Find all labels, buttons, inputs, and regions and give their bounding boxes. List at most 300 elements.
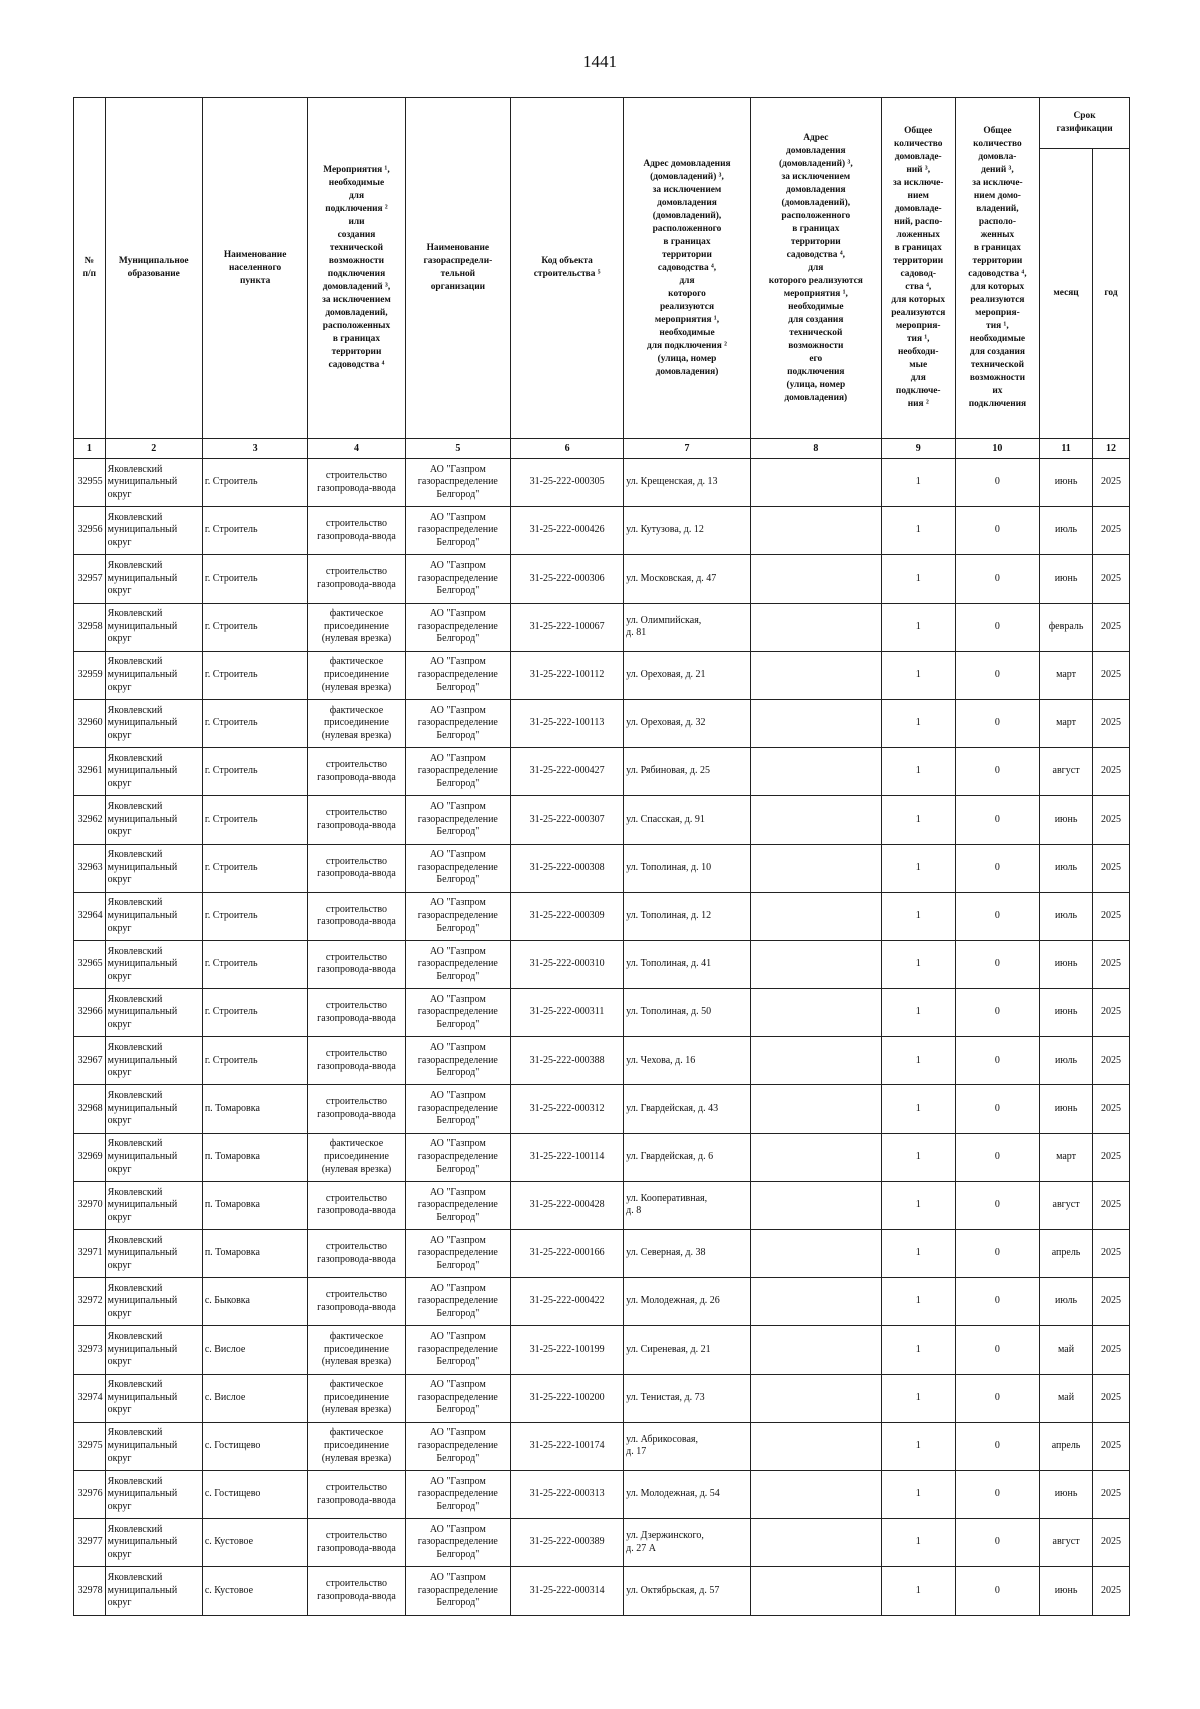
cell-year: 2025 (1092, 603, 1129, 651)
cell-organization: АО "Газпром газораспределение Белгород" (405, 940, 511, 988)
cell-month: июнь (1040, 1470, 1093, 1518)
cell-record-number: 32961 (74, 748, 106, 796)
cell-settlement: г. Строитель (202, 844, 308, 892)
cell-object-code: 31-25-222-000427 (511, 748, 624, 796)
cell-object-code: 31-25-222-100174 (511, 1422, 624, 1470)
cell-measure: фактическое присоединение (нулевая врезка) (308, 1374, 405, 1422)
cell-measure: строительство газопровода-ввода (308, 1037, 405, 1085)
cell-count-capability: 0 (955, 844, 1039, 892)
cell-object-code: 31-25-222-000312 (511, 1085, 624, 1133)
header-number: № п/п (74, 98, 106, 439)
cell-year: 2025 (1092, 507, 1129, 555)
cell-month: февраль (1040, 603, 1093, 651)
cell-count-capability: 0 (955, 1374, 1039, 1422)
cell-address-capability (750, 1085, 881, 1133)
cell-measure: фактическое присоединение (нулевая врезка) (308, 699, 405, 747)
column-number: 7 (624, 439, 751, 459)
cell-year: 2025 (1092, 651, 1129, 699)
cell-organization: АО "Газпром газораспределение Белгород" (405, 603, 511, 651)
cell-object-code: 31-25-222-100112 (511, 651, 624, 699)
cell-address-capability (750, 748, 881, 796)
cell-record-number: 32971 (74, 1230, 106, 1278)
table-row (74, 507, 1130, 555)
cell-organization: АО "Газпром газораспределение Белгород" (405, 1133, 511, 1181)
cell-month: июль (1040, 1037, 1093, 1085)
cell-count-capability: 0 (955, 1519, 1039, 1567)
cell-month: июль (1040, 892, 1093, 940)
cell-record-number: 32976 (74, 1470, 106, 1518)
cell-count-connection: 1 (881, 1519, 955, 1567)
cell-month: август (1040, 1519, 1093, 1567)
cell-address-capability (750, 507, 881, 555)
cell-settlement: с. Вислое (202, 1326, 308, 1374)
cell-settlement: с. Гостищево (202, 1422, 308, 1470)
cell-organization: АО "Газпром газораспределение Белгород" (405, 1422, 511, 1470)
cell-organization: АО "Газпром газораспределение Белгород" (405, 989, 511, 1037)
cell-count-connection: 1 (881, 844, 955, 892)
header-count-connection: Общее количество домовладе- ний ³, за исключе- нием домовладе- ний, распо- ложенных в границах территории садовод- ства ⁴, для которых реализуются мероприя- тия ¹, необходи- мые для подключе- ния ² (881, 98, 955, 439)
column-number: 3 (202, 439, 308, 459)
cell-municipality: Яковлевский муниципальный округ (105, 1567, 202, 1615)
cell-count-capability: 0 (955, 892, 1039, 940)
cell-record-number: 32978 (74, 1567, 106, 1615)
cell-count-capability: 0 (955, 507, 1039, 555)
cell-address-connection: ул. Ореховая, д. 21 (624, 651, 751, 699)
cell-count-capability: 0 (955, 699, 1039, 747)
cell-organization: АО "Газпром газораспределение Белгород" (405, 844, 511, 892)
cell-year: 2025 (1092, 1085, 1129, 1133)
cell-municipality: Яковлевский муниципальный округ (105, 507, 202, 555)
cell-municipality: Яковлевский муниципальный округ (105, 555, 202, 603)
cell-settlement: п. Томаровка (202, 1230, 308, 1278)
column-number: 5 (405, 439, 511, 459)
cell-measure: фактическое присоединение (нулевая врезка) (308, 603, 405, 651)
cell-count-connection: 1 (881, 796, 955, 844)
header-organization: Наименование газораспредели- тельной организации (405, 98, 511, 439)
table-row (74, 844, 1130, 892)
cell-record-number: 32966 (74, 989, 106, 1037)
header-count-capability: Общее количество домовла- дений ³, за исключе- нием домо- владений, располо- женных в границах территории садоводства ⁴, для которых реализуются мероприя- тия ¹, необходимые для создания технической возможности их подключения (955, 98, 1039, 439)
cell-measure: строительство газопровода-ввода (308, 1181, 405, 1229)
cell-count-capability: 0 (955, 651, 1039, 699)
cell-address-connection: ул. Молодежная, д. 54 (624, 1470, 751, 1518)
cell-count-capability: 0 (955, 1085, 1039, 1133)
header-settlement: Наименование населенного пункта (202, 98, 308, 439)
cell-address-connection: ул. Чехова, д. 16 (624, 1037, 751, 1085)
table-row (74, 892, 1130, 940)
cell-address-connection: ул. Тенистая, д. 73 (624, 1374, 751, 1422)
cell-settlement: с. Кустовое (202, 1567, 308, 1615)
column-number: 10 (955, 439, 1039, 459)
cell-organization: АО "Газпром газораспределение Белгород" (405, 1326, 511, 1374)
cell-count-connection: 1 (881, 699, 955, 747)
cell-address-connection: ул. Рябиновая, д. 25 (624, 748, 751, 796)
cell-address-capability (750, 1326, 881, 1374)
cell-measure: фактическое присоединение (нулевая врезка) (308, 1133, 405, 1181)
cell-count-capability: 0 (955, 940, 1039, 988)
cell-municipality: Яковлевский муниципальный округ (105, 1470, 202, 1518)
table-row (74, 651, 1130, 699)
table-row (74, 748, 1130, 796)
cell-year: 2025 (1092, 1278, 1129, 1326)
cell-month: июнь (1040, 1085, 1093, 1133)
cell-record-number: 32968 (74, 1085, 106, 1133)
cell-address-connection: ул. Кооперативная, д. 8 (624, 1181, 751, 1229)
cell-object-code: 31-25-222-100113 (511, 699, 624, 747)
table-row (74, 459, 1130, 507)
cell-settlement: г. Строитель (202, 989, 308, 1037)
cell-settlement: г. Строитель (202, 459, 308, 507)
cell-address-capability (750, 555, 881, 603)
cell-count-capability: 0 (955, 1326, 1039, 1374)
table-row (74, 699, 1130, 747)
cell-address-capability (750, 940, 881, 988)
cell-month: июнь (1040, 989, 1093, 1037)
header-object-code: Код объекта строительства ⁵ (511, 98, 624, 439)
cell-count-connection: 1 (881, 1181, 955, 1229)
cell-count-connection: 1 (881, 1374, 955, 1422)
cell-object-code: 31-25-222-000426 (511, 507, 624, 555)
cell-organization: АО "Газпром газораспределение Белгород" (405, 1519, 511, 1567)
cell-object-code: 31-25-222-000388 (511, 1037, 624, 1085)
cell-count-connection: 1 (881, 555, 955, 603)
column-number: 2 (105, 439, 202, 459)
cell-count-capability: 0 (955, 1181, 1039, 1229)
cell-month: март (1040, 651, 1093, 699)
cell-record-number: 32974 (74, 1374, 106, 1422)
cell-count-connection: 1 (881, 1133, 955, 1181)
cell-address-capability (750, 989, 881, 1037)
cell-record-number: 32967 (74, 1037, 106, 1085)
cell-measure: фактическое присоединение (нулевая врезка) (308, 1422, 405, 1470)
cell-month: июль (1040, 1278, 1093, 1326)
cell-organization: АО "Газпром газораспределение Белгород" (405, 748, 511, 796)
header-month: месяц (1040, 149, 1093, 439)
cell-month: июнь (1040, 940, 1093, 988)
cell-settlement: с. Быковка (202, 1278, 308, 1326)
table-header (74, 98, 1130, 459)
cell-organization: АО "Газпром газораспределение Белгород" (405, 1037, 511, 1085)
cell-address-capability (750, 1133, 881, 1181)
table-row (74, 1567, 1130, 1615)
cell-year: 2025 (1092, 1470, 1129, 1518)
cell-settlement: г. Строитель (202, 796, 308, 844)
cell-municipality: Яковлевский муниципальный округ (105, 1374, 202, 1422)
cell-settlement: г. Строитель (202, 603, 308, 651)
cell-municipality: Яковлевский муниципальный округ (105, 459, 202, 507)
cell-address-capability (750, 1037, 881, 1085)
cell-address-capability (750, 1374, 881, 1422)
cell-count-capability: 0 (955, 989, 1039, 1037)
column-number: 9 (881, 439, 955, 459)
header-address-connection: Адрес домовладения (домовладений) ³, за исключением домовладения (домовладений), расположенного в границах территории садоводства ⁴, для которого реализуются мероприятия ¹, необходимые для подключения ² (улица, номер домовладения) (624, 98, 751, 439)
cell-month: июнь (1040, 459, 1093, 507)
cell-address-capability (750, 699, 881, 747)
cell-settlement: г. Строитель (202, 940, 308, 988)
cell-record-number: 32957 (74, 555, 106, 603)
cell-measure: строительство газопровода-ввода (308, 1519, 405, 1567)
cell-measure: строительство газопровода-ввода (308, 892, 405, 940)
cell-year: 2025 (1092, 699, 1129, 747)
table-row (74, 796, 1130, 844)
cell-object-code: 31-25-222-000311 (511, 989, 624, 1037)
cell-address-connection: ул. Дзержинского, д. 27 А (624, 1519, 751, 1567)
cell-address-connection: ул. Ореховая, д. 32 (624, 699, 751, 747)
cell-measure: строительство газопровода-ввода (308, 796, 405, 844)
table-row (74, 603, 1130, 651)
table-row (74, 1422, 1130, 1470)
cell-count-connection: 1 (881, 459, 955, 507)
cell-municipality: Яковлевский муниципальный округ (105, 1519, 202, 1567)
cell-record-number: 32955 (74, 459, 106, 507)
column-number: 8 (750, 439, 881, 459)
cell-organization: АО "Газпром газораспределение Белгород" (405, 1278, 511, 1326)
cell-count-connection: 1 (881, 1326, 955, 1374)
cell-year: 2025 (1092, 1567, 1129, 1615)
cell-year: 2025 (1092, 1422, 1129, 1470)
cell-address-capability (750, 1470, 881, 1518)
cell-address-connection: ул. Тополиная, д. 10 (624, 844, 751, 892)
cell-measure: строительство газопровода-ввода (308, 459, 405, 507)
table-row (74, 989, 1130, 1037)
cell-count-connection: 1 (881, 603, 955, 651)
cell-year: 2025 (1092, 1133, 1129, 1181)
cell-municipality: Яковлевский муниципальный округ (105, 699, 202, 747)
cell-municipality: Яковлевский муниципальный округ (105, 1181, 202, 1229)
cell-object-code: 31-25-222-000428 (511, 1181, 624, 1229)
cell-address-connection: ул. Тополиная, д. 50 (624, 989, 751, 1037)
cell-address-capability (750, 1278, 881, 1326)
cell-municipality: Яковлевский муниципальный округ (105, 1230, 202, 1278)
cell-settlement: с. Кустовое (202, 1519, 308, 1567)
cell-object-code: 31-25-222-000305 (511, 459, 624, 507)
cell-object-code: 31-25-222-000310 (511, 940, 624, 988)
cell-count-connection: 1 (881, 1230, 955, 1278)
cell-record-number: 32972 (74, 1278, 106, 1326)
cell-address-capability (750, 1519, 881, 1567)
cell-record-number: 32969 (74, 1133, 106, 1181)
cell-object-code: 31-25-222-000422 (511, 1278, 624, 1326)
gasification-table (73, 97, 1130, 1616)
column-number: 12 (1092, 439, 1129, 459)
cell-object-code: 31-25-222-000314 (511, 1567, 624, 1615)
table-row (74, 1278, 1130, 1326)
cell-measure: строительство газопровода-ввода (308, 989, 405, 1037)
cell-record-number: 32975 (74, 1422, 106, 1470)
cell-municipality: Яковлевский муниципальный округ (105, 1326, 202, 1374)
cell-organization: АО "Газпром газораспределение Белгород" (405, 1567, 511, 1615)
cell-year: 2025 (1092, 892, 1129, 940)
cell-count-connection: 1 (881, 507, 955, 555)
cell-municipality: Яковлевский муниципальный округ (105, 603, 202, 651)
cell-organization: АО "Газпром газораспределение Белгород" (405, 1374, 511, 1422)
cell-municipality: Яковлевский муниципальный округ (105, 1422, 202, 1470)
cell-object-code: 31-25-222-000306 (511, 555, 624, 603)
cell-year: 2025 (1092, 555, 1129, 603)
cell-organization: АО "Газпром газораспределение Белгород" (405, 892, 511, 940)
cell-settlement: г. Строитель (202, 1037, 308, 1085)
cell-address-capability (750, 1422, 881, 1470)
cell-address-connection: ул. Тополиная, д. 41 (624, 940, 751, 988)
cell-count-connection: 1 (881, 1567, 955, 1615)
cell-month: апрель (1040, 1230, 1093, 1278)
cell-organization: АО "Газпром газораспределение Белгород" (405, 699, 511, 747)
cell-month: август (1040, 748, 1093, 796)
cell-settlement: п. Томаровка (202, 1181, 308, 1229)
cell-count-connection: 1 (881, 1470, 955, 1518)
cell-settlement: г. Строитель (202, 507, 308, 555)
table-row (74, 1181, 1130, 1229)
table-row (74, 555, 1130, 603)
cell-organization: АО "Газпром газораспределение Белгород" (405, 507, 511, 555)
cell-measure: строительство газопровода-ввода (308, 555, 405, 603)
cell-municipality: Яковлевский муниципальный округ (105, 796, 202, 844)
cell-count-connection: 1 (881, 1278, 955, 1326)
cell-count-capability: 0 (955, 1470, 1039, 1518)
cell-organization: АО "Газпром газораспределение Белгород" (405, 1085, 511, 1133)
column-number: 4 (308, 439, 405, 459)
cell-count-connection: 1 (881, 892, 955, 940)
cell-count-connection: 1 (881, 989, 955, 1037)
cell-measure: строительство газопровода-ввода (308, 507, 405, 555)
cell-address-connection: ул. Молодежная, д. 26 (624, 1278, 751, 1326)
cell-year: 2025 (1092, 1519, 1129, 1567)
cell-month: июнь (1040, 796, 1093, 844)
cell-address-connection: ул. Гвардейская, д. 43 (624, 1085, 751, 1133)
cell-object-code: 31-25-222-100067 (511, 603, 624, 651)
cell-year: 2025 (1092, 1037, 1129, 1085)
cell-month: июль (1040, 844, 1093, 892)
cell-count-connection: 1 (881, 1422, 955, 1470)
cell-count-capability: 0 (955, 1133, 1039, 1181)
column-number: 11 (1040, 439, 1093, 459)
cell-municipality: Яковлевский муниципальный округ (105, 844, 202, 892)
cell-measure: строительство газопровода-ввода (308, 1567, 405, 1615)
cell-measure: строительство газопровода-ввода (308, 844, 405, 892)
column-number: 6 (511, 439, 624, 459)
table-row (74, 1230, 1130, 1278)
table-row (74, 1037, 1130, 1085)
cell-organization: АО "Газпром газораспределение Белгород" (405, 796, 511, 844)
cell-year: 2025 (1092, 1230, 1129, 1278)
cell-address-capability (750, 1567, 881, 1615)
cell-month: март (1040, 699, 1093, 747)
cell-measure: строительство газопровода-ввода (308, 1278, 405, 1326)
cell-municipality: Яковлевский муниципальный округ (105, 1037, 202, 1085)
column-number-row (74, 439, 1130, 459)
cell-record-number: 32963 (74, 844, 106, 892)
cell-settlement: г. Строитель (202, 651, 308, 699)
cell-year: 2025 (1092, 989, 1129, 1037)
cell-month: июль (1040, 507, 1093, 555)
cell-settlement: п. Томаровка (202, 1085, 308, 1133)
cell-municipality: Яковлевский муниципальный округ (105, 1278, 202, 1326)
header-gasification-period: Срок газификации (1040, 98, 1130, 149)
cell-object-code: 31-25-222-100199 (511, 1326, 624, 1374)
cell-record-number: 32965 (74, 940, 106, 988)
table-row (74, 1519, 1130, 1567)
cell-organization: АО "Газпром газораспределение Белгород" (405, 1230, 511, 1278)
cell-month: май (1040, 1374, 1093, 1422)
cell-object-code: 31-25-222-000389 (511, 1519, 624, 1567)
cell-record-number: 32970 (74, 1181, 106, 1229)
cell-settlement: г. Строитель (202, 699, 308, 747)
cell-count-capability: 0 (955, 1422, 1039, 1470)
cell-count-capability: 0 (955, 1278, 1039, 1326)
cell-year: 2025 (1092, 459, 1129, 507)
header-year: год (1092, 149, 1129, 439)
cell-address-connection: ул. Олимпийская, д. 81 (624, 603, 751, 651)
table-row (74, 1085, 1130, 1133)
cell-organization: АО "Газпром газораспределение Белгород" (405, 459, 511, 507)
cell-month: март (1040, 1133, 1093, 1181)
cell-record-number: 32958 (74, 603, 106, 651)
cell-address-connection: ул. Сиреневая, д. 21 (624, 1326, 751, 1374)
cell-year: 2025 (1092, 1374, 1129, 1422)
header-address-capability: Адрес домовладения (домовладений) ³, за исключением домовладения (домовладений), расположенного в границах территории садоводства ⁴, для которого реализуются мероприятия ¹, необходимые для создания технической возможности его подключения (улица, номер домовладения) (750, 98, 881, 439)
cell-month: август (1040, 1181, 1093, 1229)
cell-address-connection: ул. Гвардейская, д. 6 (624, 1133, 751, 1181)
cell-count-connection: 1 (881, 940, 955, 988)
cell-year: 2025 (1092, 844, 1129, 892)
header-municipality: Муниципальное образование (105, 98, 202, 439)
cell-count-connection: 1 (881, 1037, 955, 1085)
cell-record-number: 32964 (74, 892, 106, 940)
cell-measure: строительство газопровода-ввода (308, 940, 405, 988)
page-number: 1441 (583, 52, 617, 71)
cell-settlement: г. Строитель (202, 555, 308, 603)
cell-count-capability: 0 (955, 459, 1039, 507)
cell-object-code: 31-25-222-100114 (511, 1133, 624, 1181)
cell-settlement: с. Вислое (202, 1374, 308, 1422)
column-number: 1 (74, 439, 106, 459)
cell-municipality: Яковлевский муниципальный округ (105, 1085, 202, 1133)
cell-organization: АО "Газпром газораспределение Белгород" (405, 555, 511, 603)
table-body (74, 459, 1130, 1616)
cell-organization: АО "Газпром газораспределение Белгород" (405, 651, 511, 699)
cell-municipality: Яковлевский муниципальный округ (105, 748, 202, 796)
cell-record-number: 32977 (74, 1519, 106, 1567)
cell-record-number: 32959 (74, 651, 106, 699)
cell-address-connection: ул. Московская, д. 47 (624, 555, 751, 603)
cell-measure: строительство газопровода-ввода (308, 1085, 405, 1133)
table-row (74, 940, 1130, 988)
cell-year: 2025 (1092, 940, 1129, 988)
cell-count-capability: 0 (955, 796, 1039, 844)
cell-municipality: Яковлевский муниципальный округ (105, 989, 202, 1037)
cell-measure: строительство газопровода-ввода (308, 1470, 405, 1518)
table-row (74, 1133, 1130, 1181)
cell-address-connection: ул. Крещенская, д. 13 (624, 459, 751, 507)
cell-record-number: 32962 (74, 796, 106, 844)
cell-measure: строительство газопровода-ввода (308, 1230, 405, 1278)
cell-measure: фактическое присоединение (нулевая врезка) (308, 1326, 405, 1374)
cell-address-capability (750, 844, 881, 892)
cell-object-code: 31-25-222-000308 (511, 844, 624, 892)
cell-address-connection: ул. Кутузова, д. 12 (624, 507, 751, 555)
cell-settlement: с. Гостищево (202, 1470, 308, 1518)
cell-address-connection: ул. Тополиная, д. 12 (624, 892, 751, 940)
cell-settlement: г. Строитель (202, 748, 308, 796)
cell-municipality: Яковлевский муниципальный округ (105, 651, 202, 699)
table-row (74, 1470, 1130, 1518)
cell-settlement: п. Томаровка (202, 1133, 308, 1181)
cell-month: апрель (1040, 1422, 1093, 1470)
cell-object-code: 31-25-222-100200 (511, 1374, 624, 1422)
cell-month: июнь (1040, 555, 1093, 603)
cell-object-code: 31-25-222-000166 (511, 1230, 624, 1278)
cell-measure: фактическое присоединение (нулевая врезка) (308, 651, 405, 699)
